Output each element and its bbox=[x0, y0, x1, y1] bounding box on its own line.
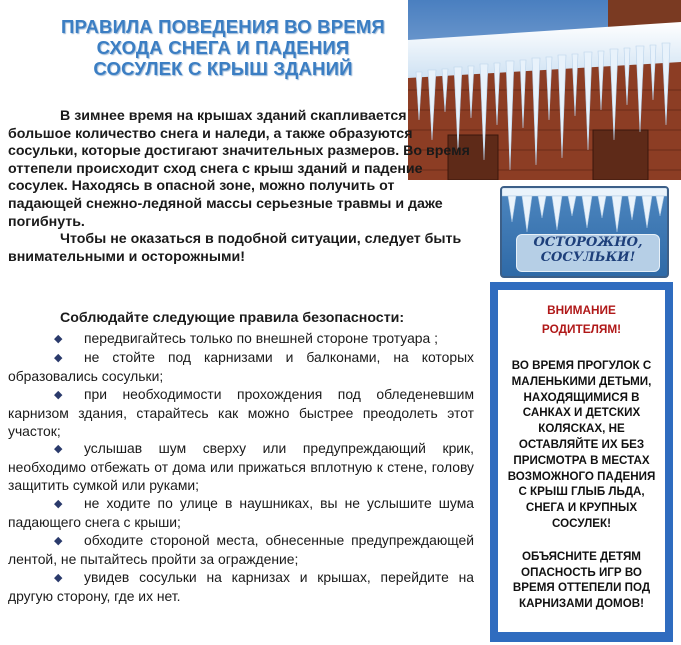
notice-heading bbox=[498, 301, 665, 339]
parents-notice-content bbox=[498, 290, 665, 632]
warning-sign-text bbox=[516, 234, 660, 272]
notice-body: ВО ВРЕМЯ ПРОГУЛОК С МАЛЕНЬКИМИ ДЕТЬМИ, НАХОДЯЩИМИСЯ В САНКАХ И ДЕТСКИХ КОЛЯСКАХ, НЕ ОСТАВЛЯЙТЕ ИХ БЕЗ ПРИСМОТРА В МЕСТАХ ВОЗМОЖНОГО ПАДЕНИЯ С КРЫШ ГЛЫБ ЛЬДА, СНЕГА И КРУПНЫХ СОСУЛЕК! bbox=[507, 359, 656, 530]
warning-sign-image bbox=[500, 186, 669, 278]
diamond-bullet-icon: ◆ bbox=[54, 498, 63, 511]
list-item bbox=[8, 569, 474, 606]
diamond-bullet-icon: ◆ bbox=[54, 333, 63, 345]
diamond-bullet-icon: ◆ bbox=[54, 534, 63, 547]
list-item bbox=[8, 532, 474, 569]
diamond-bullet-icon: ◆ bbox=[54, 571, 63, 584]
rule-text: услышав шум сверху или предупреждающий крик, необходимо отбежать от дома или прижаться вплотную к стене, голову защитить сумкой или руками; bbox=[8, 440, 474, 494]
rule-text: увидев сосульки на карнизах и крышах, перейдите на другую сторону, где их нет. bbox=[8, 568, 474, 604]
list-item bbox=[8, 495, 474, 532]
intro-paragraph: Чтобы не оказаться в подобной ситуации, следует быть внимательными и осторожными! bbox=[8, 231, 462, 265]
list-item bbox=[8, 386, 474, 441]
notice-heading-line: РОДИТЕЛЯМ! bbox=[541, 322, 622, 336]
page-title: ПРАВИЛА ПОВЕДЕНИЯ ВО ВРЕМЯ СХОДА СНЕГА И ПАДЕНИЯ СОСУЛЕК С КРЫШ ЗДАНИЙ bbox=[61, 16, 385, 79]
list-item bbox=[8, 440, 474, 495]
rule-text: не ходите по улице в наушниках, вы не услышите шума падающего снега с крыши; bbox=[8, 495, 474, 531]
diamond-bullet-icon: ◆ bbox=[54, 351, 63, 364]
rules-heading: Соблюдайте следующие правила безопасности: bbox=[60, 310, 405, 326]
intro-paragraph: В зимнее время на крышах зданий скапливается большое количество снега и наледи, а также образуются сосульки, которые достигают значительных размеров. Во время оттепели происходит сход снега с крыш зданий и падение сосулек. Находясь в опасной зоне, можно получить от падающей снежно-ледяной массы серьезные травмы и даже погибнуть. bbox=[8, 108, 470, 230]
warning-line: СОСУЛЬКИ! bbox=[540, 250, 636, 265]
diamond-bullet-icon: ◆ bbox=[54, 388, 63, 401]
rule-text: не стойте под карнизами и балконами, на которых образовались сосульки; bbox=[8, 348, 474, 384]
rule-text: передвигайтесь только по внешней стороне тротуара ; bbox=[84, 330, 438, 346]
notice-heading-line: ВНИМАНИЕ bbox=[547, 303, 616, 317]
list-item bbox=[8, 330, 474, 349]
rule-text: обходите стороной места, обнесенные предупреждающей лентой, не пытайтесь пройти за ограждение; bbox=[8, 531, 474, 567]
list-item bbox=[8, 349, 474, 386]
diamond-bullet-icon: ◆ bbox=[54, 443, 63, 456]
rule-text: при необходимости прохождения под обледеневшим карнизом здания, старайтесь как можно быстрее преодолеть этот участок; bbox=[8, 385, 474, 439]
parents-notice-box bbox=[490, 282, 673, 642]
warning-line: ОСТОРОЖНО, bbox=[533, 235, 643, 250]
rules-list bbox=[8, 330, 474, 606]
intro-text bbox=[8, 108, 470, 266]
notice-footer: ОБЪЯСНИТЕ ДЕТЯМ ОПАСНОСТЬ ИГР ВО ВРЕМЯ ОТТЕПЕЛИ ПОД КАРНИЗАМИ ДОМОВ! bbox=[512, 549, 651, 611]
